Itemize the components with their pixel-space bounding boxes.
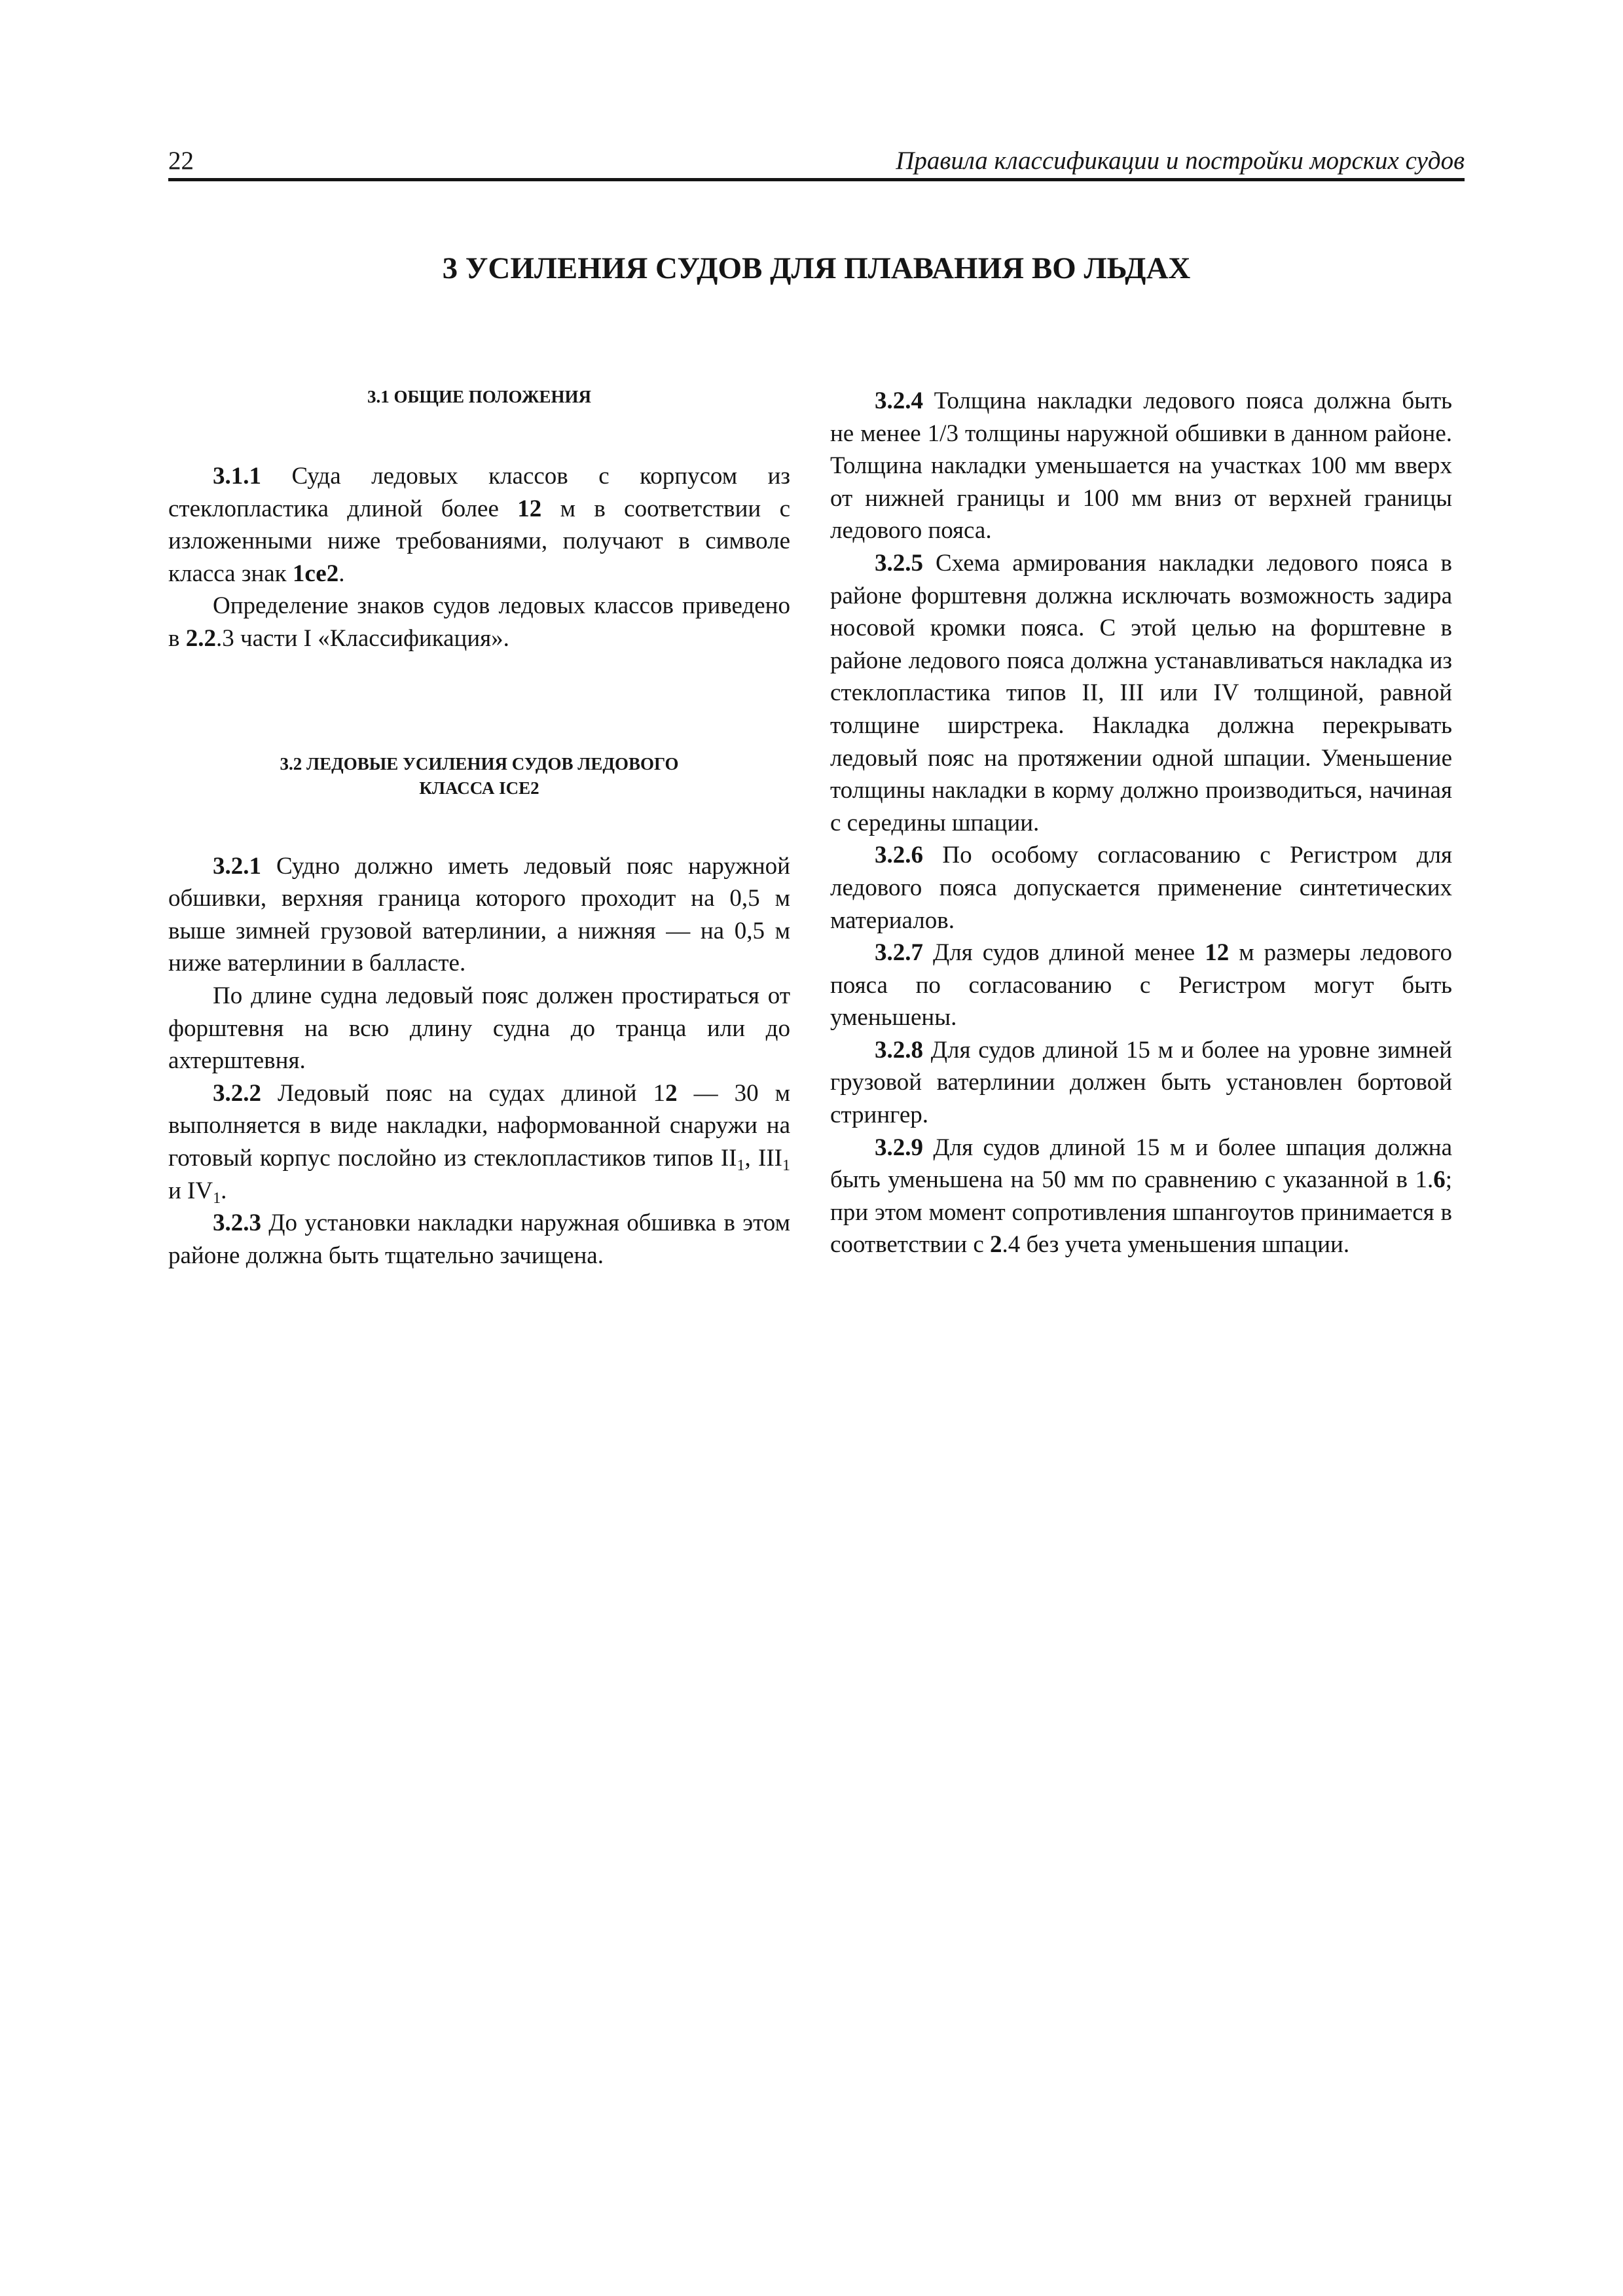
paragraph-text: , III <box>744 1144 782 1172</box>
paragraph-definition <box>168 590 790 655</box>
paragraph-3-2-7 <box>830 937 1452 1034</box>
paragraph-text: м в соответствии с изложенными ниже требованиями, получают в символе класса знак <box>168 495 790 587</box>
paragraph-number: 3.2.8 <box>875 1036 923 1064</box>
paragraph-3-2-9 <box>830 1132 1452 1261</box>
bold-value: 12 <box>517 495 542 522</box>
page-number: 22 <box>168 147 194 175</box>
cross-reference: 2.2 <box>185 624 216 652</box>
paragraph-3-2-5 <box>830 547 1452 839</box>
paragraph-text: По особому согласованию с Регистром для ледового пояса допускается применение синтетических материалов. <box>830 842 1452 934</box>
paragraph-3-2-1 <box>168 850 790 980</box>
paragraph-text: До установки накладки наружная обшивка в этом районе должна быть тщательно зачищена. <box>168 1210 790 1269</box>
paragraph-text: Суда ледовых классов с корпусом из стеклопластика длиной более <box>168 463 790 522</box>
paragraph-text: — 30 м выполняется в виде накладки, наформованной снаружи на готовый корпус послойно из стеклопластиков типов II <box>168 1079 790 1172</box>
paragraph-text: Для судов длиной менее <box>923 939 1205 967</box>
paragraph-text: Толщина накладки ледового пояса должна быть не менее 1/3 толщины наружной обшивки в данном районе. Толщина накладки уменьшается на участках 100 мм вверх от нижней границы и 100 мм вниз от верхней границы ледового пояса. <box>830 387 1452 545</box>
paragraph-number: 3.2.7 <box>875 939 923 967</box>
section-heading-3-2 <box>221 752 738 800</box>
paragraph-text: Определение знаков судов ледовых классов приведено в <box>168 592 790 652</box>
paragraph-number: 3.2.5 <box>875 549 923 577</box>
paragraph-text: .4 без учета уменьшения шпации. <box>1002 1231 1350 1259</box>
paragraph-3-2-1-continued: По длине судна ледовый пояс должен простираться от форштевня на всю длину судна до транца или до ахтерштевня. <box>168 982 790 1075</box>
paragraph-3-1-1 <box>168 460 790 590</box>
paragraph-text: .3 части I «Классификация». <box>215 624 509 652</box>
paragraph-text: Для судов длиной 15 м и более на уровне зимней грузовой ватерлинии должен быть установлен бортовой стрингер. <box>830 1036 1452 1129</box>
paragraph-3-2-8 <box>830 1034 1452 1132</box>
chapter-title: 3 УСИЛЕНИЯ СУДОВ ДЛЯ ПЛАВАНИЯ ВО ЛЬДАХ <box>442 251 1191 285</box>
paragraph-text: Для судов длиной 15 м и более шпация должна быть уменьшена на 50 мм по сравнению с указанной в 1. <box>830 1134 1452 1194</box>
subscript: 1 <box>782 1157 791 1175</box>
paragraph-text: и IV <box>168 1177 213 1204</box>
right-column <box>830 385 1452 1261</box>
paragraph-text: . <box>221 1177 227 1204</box>
paragraph-number: 3.2.6 <box>875 842 923 869</box>
paragraph-number: 3.2.3 <box>213 1210 261 1237</box>
paragraph-3-2-2 <box>168 1077 790 1207</box>
section-heading-3-1: 3.1 ОБЩИЕ ПОЛОЖЕНИЯ <box>367 387 592 406</box>
left-column <box>168 385 790 1272</box>
page-header <box>168 145 1465 177</box>
section-heading-line: 3.2 ЛЕДОВЫЕ УСИЛЕНИЯ СУДОВ ЛЕДОВОГО <box>280 753 679 774</box>
class-mark: 1се2 <box>292 560 339 587</box>
paragraph-3-2-4 <box>830 385 1452 547</box>
running-title: Правила классификации и постройки морских судов <box>896 147 1465 175</box>
paragraph-text: ; при этом момент сопротивления шпангоутов принимается в соответствии с <box>830 1166 1452 1259</box>
bold-value: 2 <box>990 1231 1002 1259</box>
paragraph-text: Ледовый пояс на судах длиной 1 <box>261 1079 666 1107</box>
paragraph-text: . <box>338 560 345 587</box>
paragraph-number: 3.2.4 <box>875 387 923 414</box>
bold-value: 2 <box>665 1079 678 1107</box>
paragraph-text: м размеры ледового пояса по согласованию с Регистром могут быть уменьшены. <box>830 939 1452 1031</box>
paragraph-3-2-3 <box>168 1207 790 1272</box>
subscript: 1 <box>213 1189 221 1207</box>
paragraph-number: 3.2.1 <box>213 852 261 880</box>
paragraph-number: 3.2.2 <box>213 1079 261 1107</box>
paragraph-text: Схема армирования накладки ледового пояса в районе форштевня должна исключать возможность задира носовой кромки пояса. С этой целью на форштевне в районе ледового пояса должна устанавливаться накладка из стеклопластика типов II, III или IV толщиной, равной толщине ширстрека. Накладка должна перекрывать ледовый пояс на протяжении одной шпации. Уменьшение толщины накладки в корму должно производиться, начиная с середины шпации. <box>830 549 1452 836</box>
paragraph-number: 3.2.9 <box>875 1134 923 1161</box>
paragraph-3-2-6 <box>830 839 1452 937</box>
paragraph-number: 3.1.1 <box>213 463 261 490</box>
subscript: 1 <box>737 1157 745 1175</box>
paragraph-text: Судно должно иметь ледовый пояс наружной обшивки, верхняя граница которого проходит на 0,5 м выше зимней грузовой ватерлинии, а нижняя — на 0,5 м ниже ватерлинии в балласте. <box>168 852 790 977</box>
header-rule <box>168 178 1465 181</box>
bold-value: 6 <box>1433 1166 1446 1194</box>
bold-value: 12 <box>1205 939 1230 967</box>
section-heading-line: КЛАССА ICE2 <box>419 778 539 798</box>
